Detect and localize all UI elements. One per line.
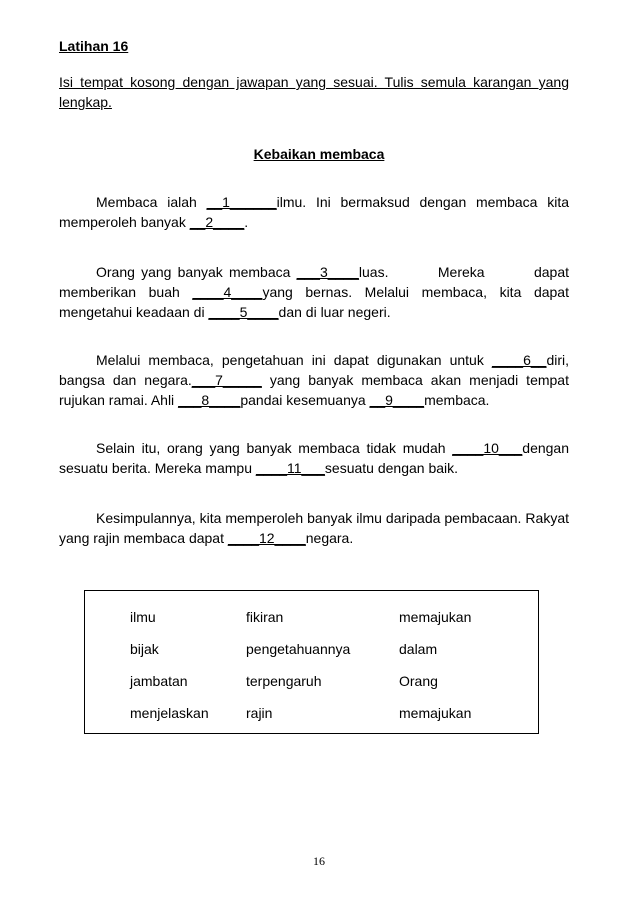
paragraph-4 bbox=[59, 438, 569, 478]
text: luas. Mereka dapat memberikan buah bbox=[59, 264, 573, 300]
blank-11: ____11___ bbox=[255, 460, 325, 476]
word-bank-box bbox=[84, 590, 539, 734]
word-option: ilmu bbox=[130, 609, 156, 625]
word-option: terpengaruh bbox=[246, 673, 322, 689]
text: sesuatu dengan baik. bbox=[324, 460, 459, 476]
paragraph-1 bbox=[59, 192, 569, 232]
blank-2: __2____ bbox=[189, 214, 245, 230]
text: . bbox=[244, 214, 249, 230]
text: Melalui membaca, pengetahuan ini dapat digunakan untuk bbox=[96, 352, 492, 368]
exercise-heading: Latihan 16 bbox=[59, 38, 129, 54]
text: membaca. bbox=[424, 392, 490, 408]
text: negara. bbox=[305, 530, 354, 546]
paragraph-2 bbox=[59, 262, 573, 322]
blank-8: ___8____ bbox=[178, 392, 241, 408]
word-bank-row bbox=[130, 673, 519, 705]
word-option: rajin bbox=[246, 705, 273, 721]
word-option: Orang bbox=[399, 673, 438, 689]
text: Membaca ialah bbox=[96, 194, 207, 210]
text: diri, bangsa dan negara. bbox=[59, 352, 569, 388]
essay-title: Kebaikan membaca bbox=[253, 146, 385, 162]
blank-12: ____12____ bbox=[227, 530, 306, 546]
word-option: menjelaskan bbox=[130, 705, 209, 721]
text: yang banyak membaca akan menjadi tempat rujukan ramai. Ahli bbox=[59, 372, 569, 408]
blank-1: __1______ bbox=[206, 194, 277, 210]
text: Orang yang banyak membaca bbox=[96, 264, 297, 280]
blank-7: ___7_____ bbox=[191, 372, 262, 388]
word-option: dalam bbox=[399, 641, 438, 657]
word-option: fikiran bbox=[246, 609, 284, 625]
word-bank-row bbox=[130, 705, 519, 737]
page-number: 16 bbox=[313, 854, 325, 868]
blank-9: __9____ bbox=[369, 392, 425, 408]
word-option: bijak bbox=[130, 641, 159, 657]
blank-6: ____6__ bbox=[491, 352, 547, 368]
word-option: memajukan bbox=[399, 609, 472, 625]
text: pandai kesemuanya bbox=[240, 392, 370, 408]
blank-10: ____10___ bbox=[452, 440, 523, 456]
text: Kesimpulannya, kita memperoleh banyak ilmu daripada pembacaan. Rakyat yang rajin membaca dapat bbox=[59, 510, 569, 546]
paragraph-3 bbox=[59, 350, 569, 410]
blank-4: ____4____ bbox=[192, 284, 263, 300]
text: yang bernas. Melalui membaca, kita dapat mengetahui keadaan di bbox=[59, 284, 569, 320]
word-bank-table bbox=[130, 609, 519, 737]
word-option: pengetahuannya bbox=[246, 641, 351, 657]
text: ilmu. Ini bermaksud dengan membaca kita memperoleh banyak bbox=[59, 194, 569, 230]
word-option: memajukan bbox=[399, 705, 472, 721]
text: dengan sesuatu berita. Mereka mampu bbox=[59, 440, 569, 476]
text: dan di luar negeri. bbox=[278, 304, 391, 320]
instruction-text: Isi tempat kosong dengan jawapan yang sesuai. Tulis semula karangan yang lengkap. bbox=[59, 74, 569, 110]
blank-3: ___3____ bbox=[296, 264, 359, 280]
blank-5: ____5____ bbox=[208, 304, 279, 320]
word-option: jambatan bbox=[130, 673, 188, 689]
word-bank-row bbox=[130, 641, 519, 673]
word-bank-row bbox=[130, 609, 519, 641]
text: Selain itu, orang yang banyak membaca tidak mudah bbox=[96, 440, 453, 456]
paragraph-5 bbox=[59, 508, 569, 548]
